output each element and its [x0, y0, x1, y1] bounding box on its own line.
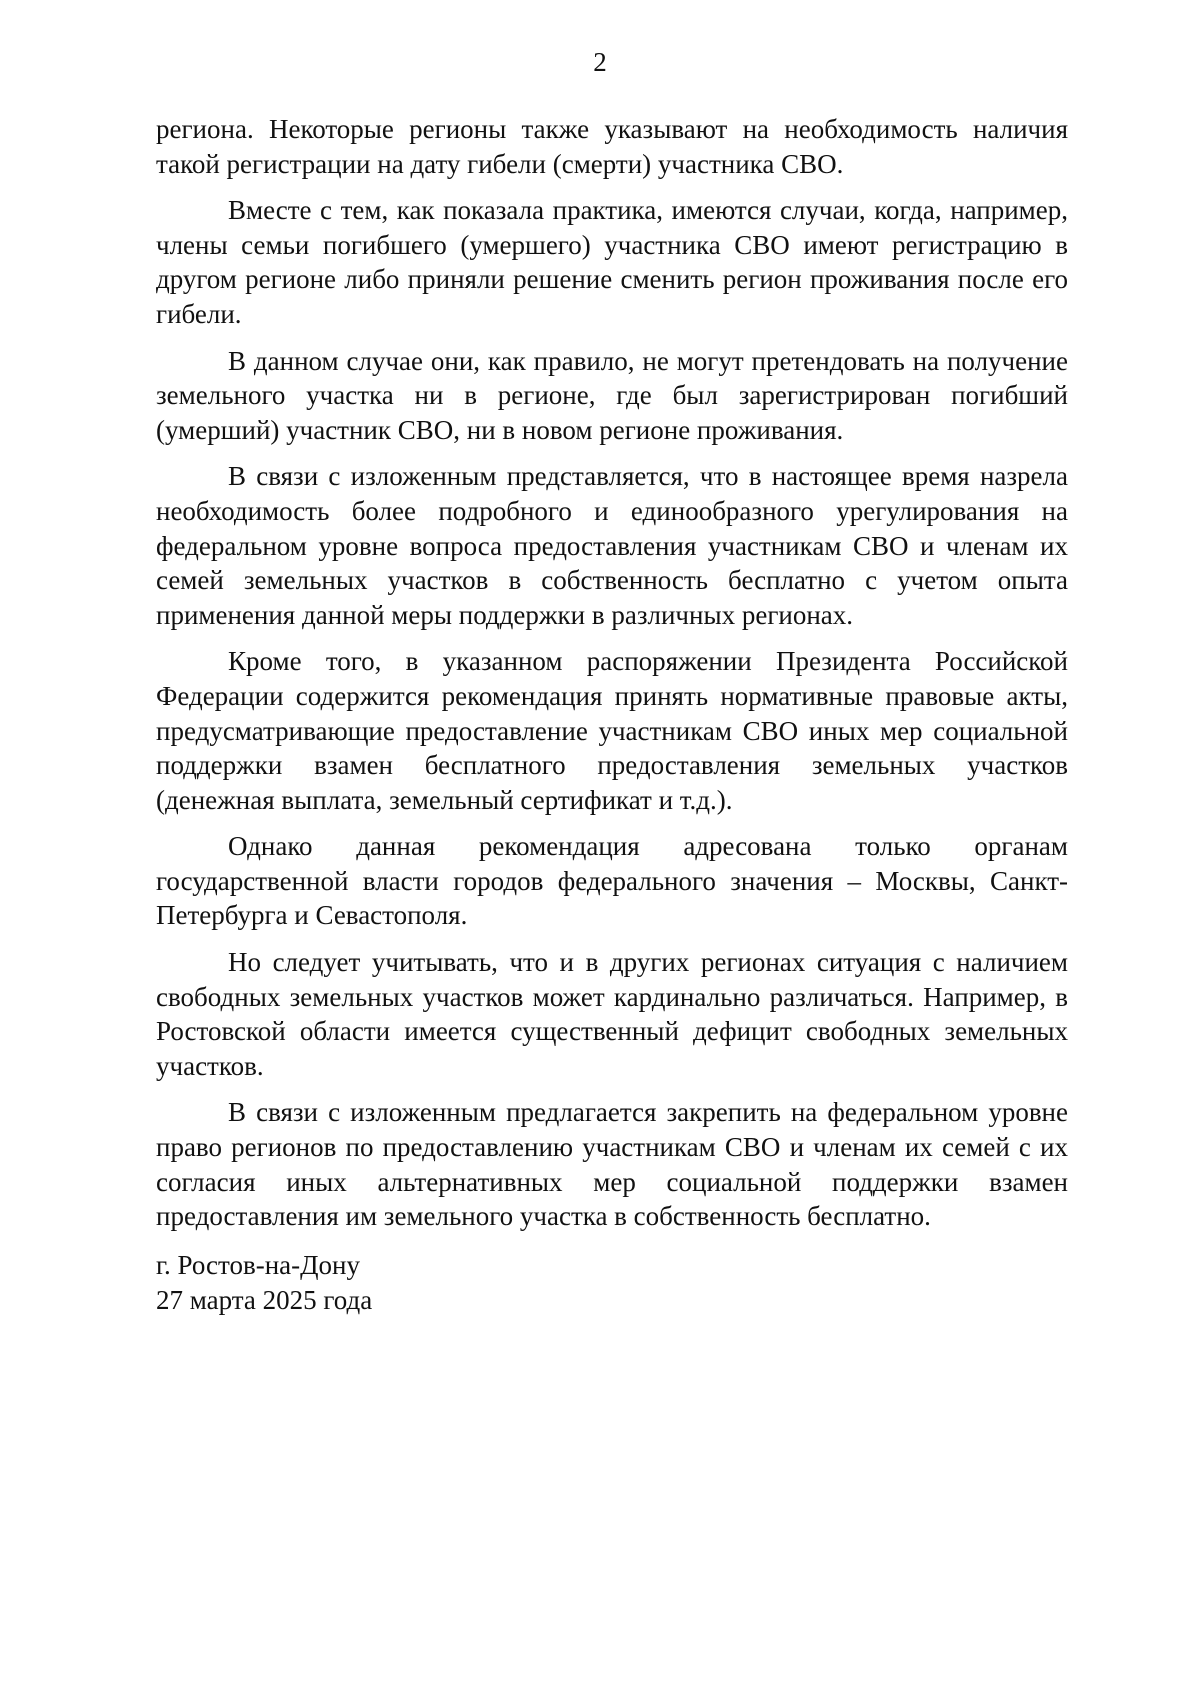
- paragraph: В связи с изложенным представляется, что в настоящее время назрела необходимость более подробного и единообразного урегулирования на федеральном уровне вопроса предоставления участникам СВО и членам их семей земельных участков в собственность бесплатно с учетом опыта применения данной меры поддержки в различных регионах.: [156, 461, 1068, 630]
- signature-place: г. Ростов-на-Дону: [156, 1250, 361, 1280]
- paragraph-continuation: региона. Некоторые регионы также указывают на необходимость наличия такой регистрации на дату гибели (смерти) участника СВО.: [156, 114, 1068, 179]
- paragraph: В связи с изложенным предлагается закрепить на федеральном уровне право регионов по предоставлению участникам СВО и членам их семей с их согласия иных альтернативных мер социальной поддержки взамен предоставления им земельного участка в собственность бесплатно.: [156, 1097, 1068, 1232]
- paragraph: В данном случае они, как правило, не могут претендовать на получение земельного участка ни в регионе, где был зарегистрирован погибший (умерший) участник СВО, ни в новом регионе проживания.: [156, 345, 1068, 445]
- paragraph: Однако данная рекомендация адресована только органам государственной власти городов федерального значения – Москвы, Санкт-Петербурга и Севастополя.: [156, 831, 1068, 931]
- page-number: 2: [593, 47, 607, 77]
- paragraph: Но следует учитывать, что и в других регионах ситуация с наличием свободных земельных участков может кардинально различаться. Например, в Ростовской области имеется существенный дефицит свободных земельных участков.: [156, 947, 1068, 1081]
- paragraph: Кроме того, в указанном распоряжении Президента Российской Федерации содержится рекомендация принять нормативные правовые акты, предусматривающие предоставление участникам СВО иных мер социальной поддержки взамен бесплатного предоставления земельных участков (денежная выплата, земельный сертификат и т.д.).: [156, 646, 1068, 815]
- signature-date: 27 марта 2025 года: [156, 1284, 373, 1315]
- paragraph: Вместе с тем, как показала практика, имеются случаи, когда, например, члены семьи погибшего (умершего) участника СВО имеют регистрацию в другом регионе либо приняли решение сменить регион проживания после его гибели.: [156, 195, 1068, 329]
- document-body: [156, 112, 1068, 1246]
- signature-block: [156, 1248, 756, 1317]
